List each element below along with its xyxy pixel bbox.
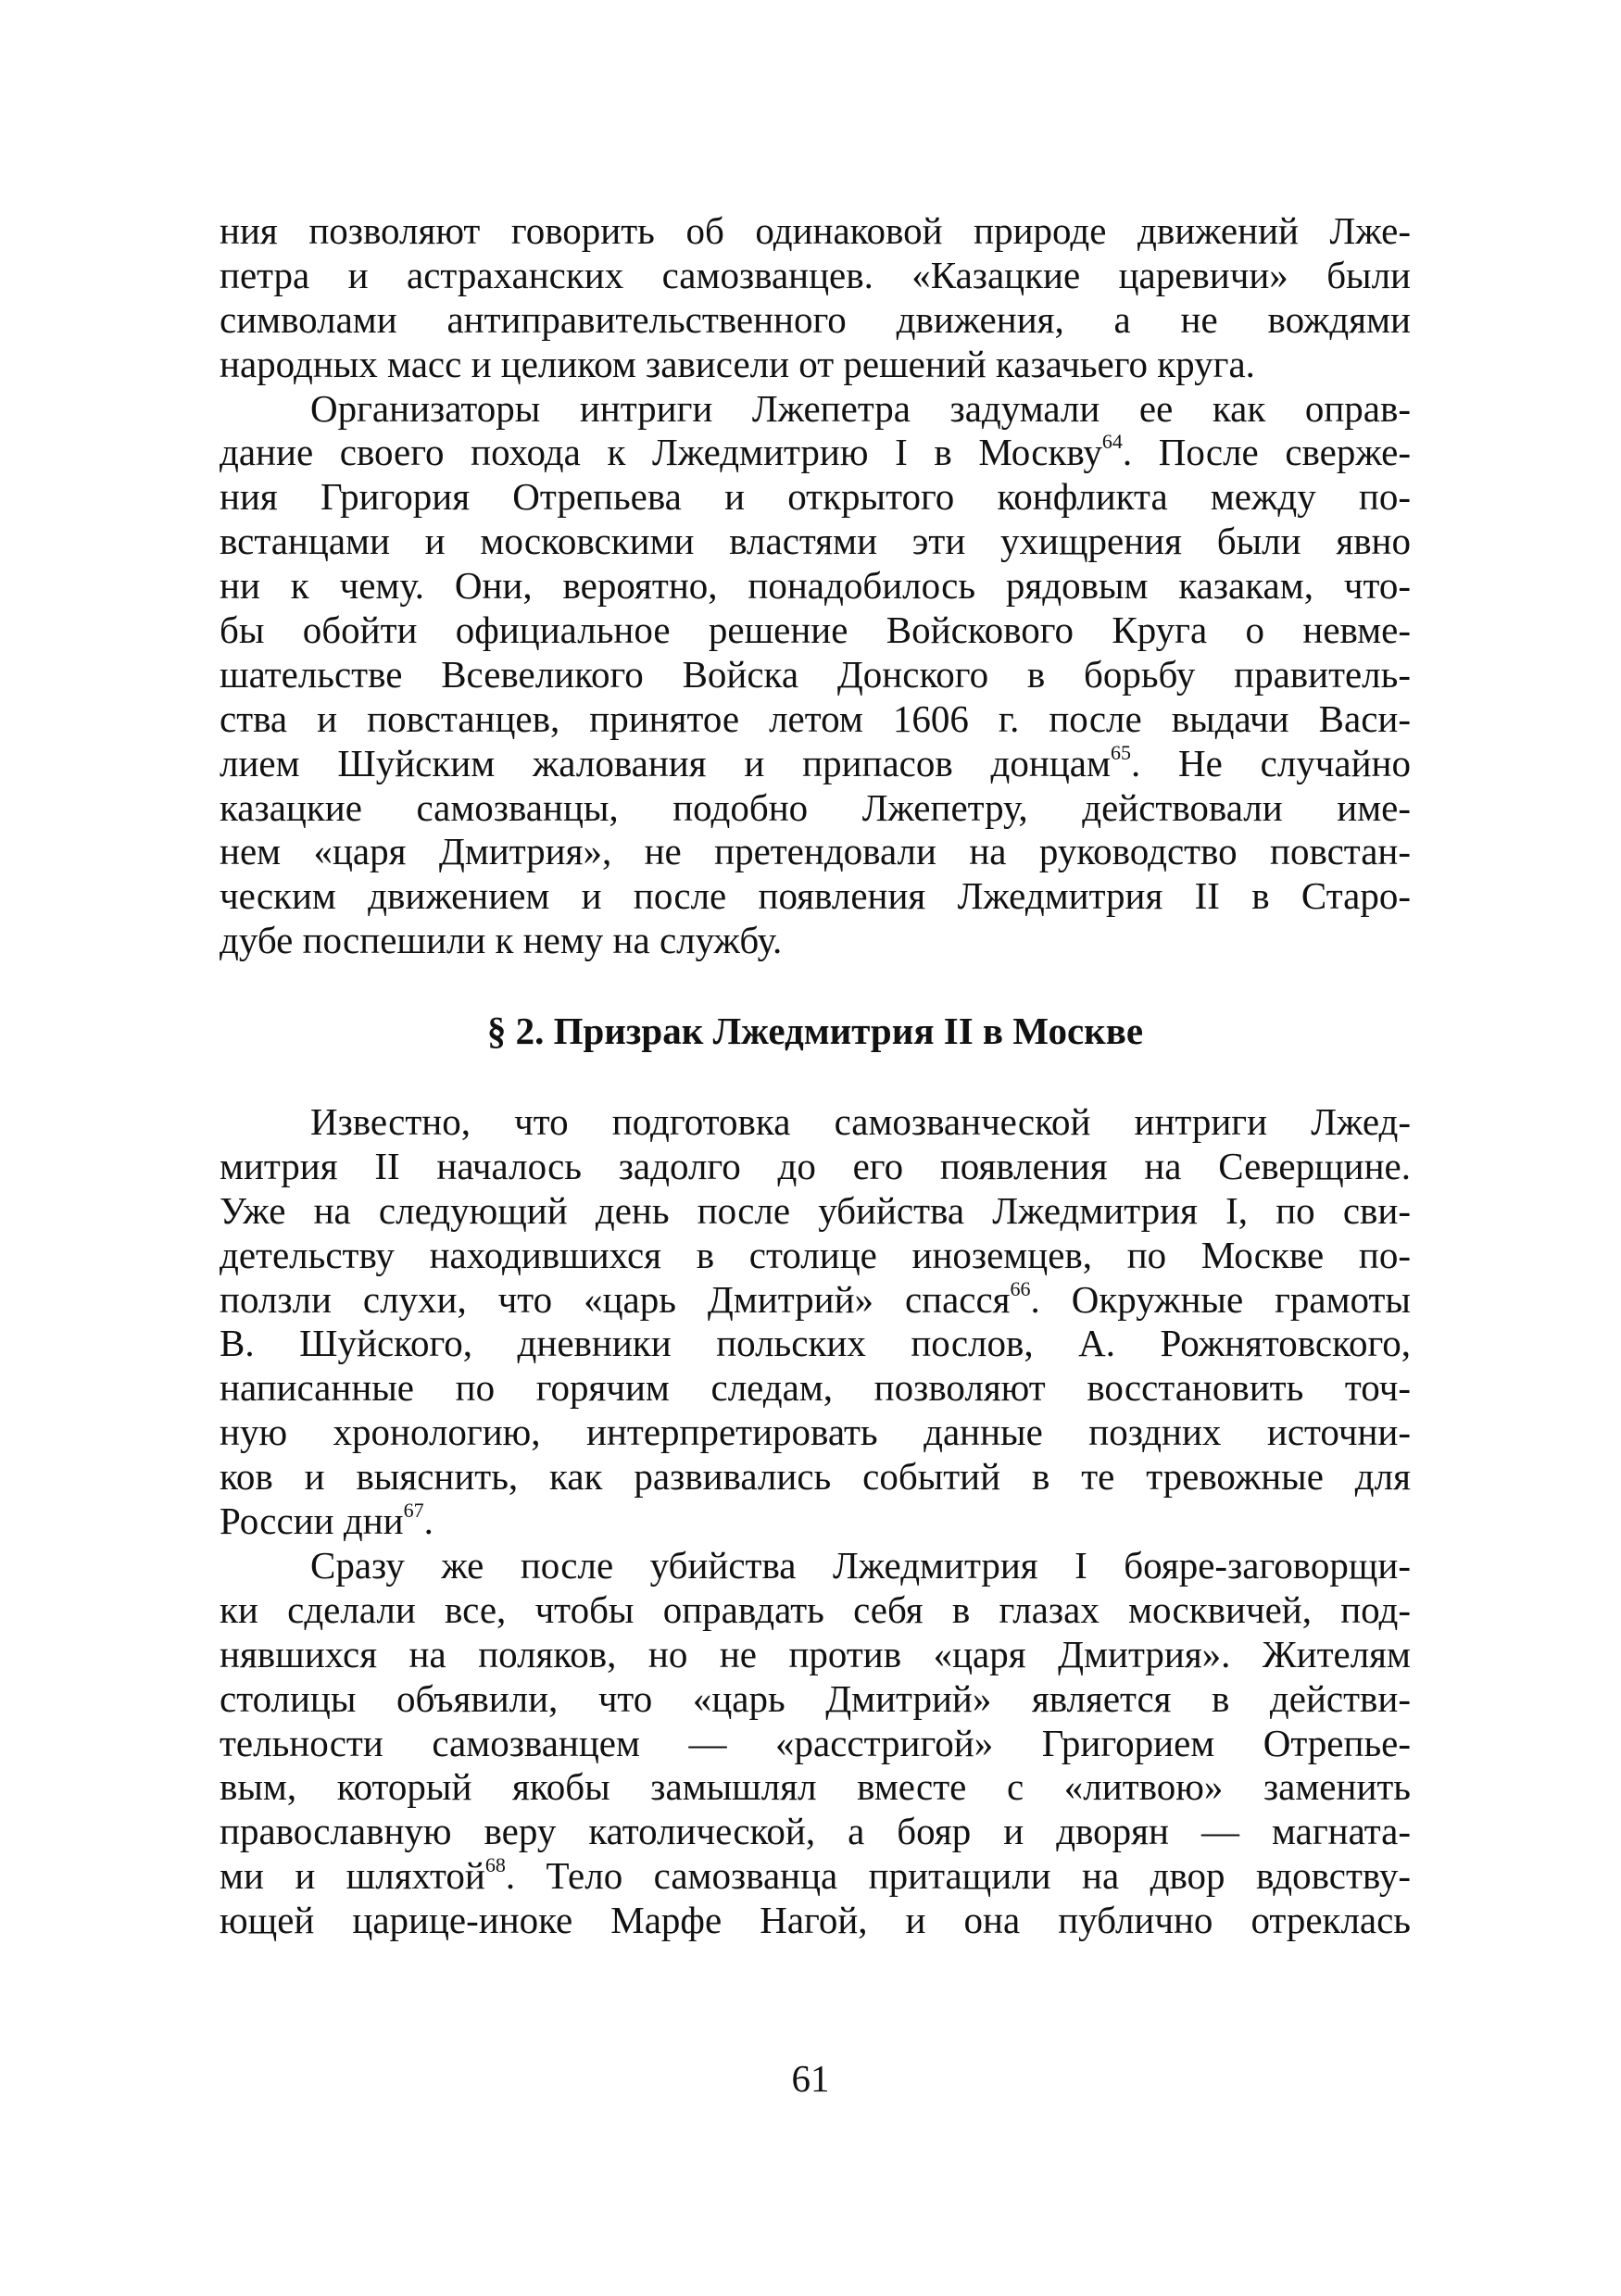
page-number: 61 xyxy=(791,2057,830,2100)
text-line: лием Шуйским жалования и припасов донцам$^{65}$. Не случайно xyxy=(220,740,1412,784)
text-line: символами антиправительственного движения, а не вождями xyxy=(220,297,1411,341)
text-line: ков и выяснить, как развивались событий в те тревожные для xyxy=(220,1455,1411,1499)
text-line: вым, который якобы замышлял вместе с «литвою» заменить xyxy=(220,1765,1411,1809)
footnote-ref: 65 xyxy=(1110,740,1131,764)
text-line: ния позволяют говорить об одинаковой природе движений Лже- xyxy=(220,209,1411,252)
footnote-ref: 64 xyxy=(1101,430,1123,454)
text-line: дубе поспешили к нему на службу. xyxy=(220,919,783,962)
text-line: тельности самозванцем — «расстригой» Григорием Отрепье- xyxy=(220,1721,1411,1764)
footnote-ref: 66 xyxy=(1010,1276,1031,1300)
text-line: ния Григория Отрепьева и открытого конфликта между по- xyxy=(220,475,1411,519)
text-line: написанные по горячим следам, позволяют восстановить точ- xyxy=(220,1366,1411,1410)
text-line: Уже на следующий день после убийства Лжедмитрия I, по сви- xyxy=(220,1188,1411,1232)
text-line: Известно, что подготовка самозванческой интриги Лжед- xyxy=(310,1100,1411,1144)
text-line: митрия II началось задолго до его появления на Северщине. xyxy=(220,1144,1411,1187)
paragraphs-after-heading xyxy=(220,1100,1411,1943)
text-line: Организаторы интриги Лжепетра задумали ее как оправ- xyxy=(310,386,1411,430)
text-line: России дни$^{67}$. xyxy=(220,1499,434,1543)
text-block xyxy=(220,209,1411,1943)
text-line: нем «царя Дмитрия», не претендовали на руководство повстан- xyxy=(220,830,1411,873)
text-line: ства и повстанцев, принятое летом 1606 г. после выдачи Васи- xyxy=(220,696,1411,740)
text-line: встанцами и московскими властями эти ухищрения были явно xyxy=(220,520,1411,563)
text-line: ни к чему. Они, вероятно, понадобилось рядовым казакам, что- xyxy=(220,564,1411,608)
text-line: столицы объявили, что «царь Дмитрий» является в действи- xyxy=(220,1676,1411,1720)
text-line: ную хронологию, интерпретировать данные поздних источни- xyxy=(220,1411,1411,1454)
text-line: ми и шляхтой$^{68}$. Тело самозванца притащили на двор вдовству- xyxy=(220,1853,1411,1898)
text-line: шательстве Всевеликого Войска Донского в борьбу правитель- xyxy=(220,652,1411,696)
text-line: нявшихся на поляков, но не против «царя Дмитрия». Жителям xyxy=(220,1632,1411,1675)
paragraph xyxy=(220,209,1411,387)
paragraphs-before-heading xyxy=(220,209,1411,963)
paragraph xyxy=(220,387,1411,964)
text-line: ползли слухи, что «царь Дмитрий» спасся$^{66}$. Окружные грамоты xyxy=(220,1276,1411,1321)
text-line: ющей царице-иноке Марфе Нагой, и она публично отреклась xyxy=(220,1899,1411,1942)
text-line: ческим движением и после появления Лжедмитрия II в Старо- xyxy=(220,874,1411,918)
section-heading: § 2. Призрак Лжедмитрия II в Москве xyxy=(486,1010,1144,1053)
text-line: народных масс и целиком зависели от решений казачьего круга. xyxy=(220,342,1255,385)
paragraph xyxy=(220,1100,1411,1544)
text-line: петра и астраханских самозванцев. «Казацкие царевичи» были xyxy=(220,253,1411,296)
text-line: В. Шуйского, дневники польских послов, А. Рожнятовского, xyxy=(220,1322,1411,1365)
footnote-ref: 68 xyxy=(484,1853,506,1877)
text-line: Сразу же после убийства Лжедмитрия I бояре-заговорщи- xyxy=(310,1543,1411,1587)
text-line: бы обойти официальное решение Войскового Круга о невме- xyxy=(220,609,1411,652)
text-line: дание своего похода к Лжедмитрию I в Москву$^{64}$. После сверже- xyxy=(220,430,1411,474)
text-line: казацкие самозванцы, подобно Лжепетру, действовали име- xyxy=(220,785,1411,829)
text-line: детельству находившихся в столице иноземцев, по Москве по- xyxy=(220,1233,1411,1276)
paragraph xyxy=(220,1544,1411,1943)
text-line: ки сделали все, чтобы оправдать себя в глазах москвичей, под- xyxy=(220,1587,1411,1631)
text-line: православную веру католической, а бояр и дворян — магната- xyxy=(220,1810,1411,1853)
footnote-ref: 67 xyxy=(403,1499,424,1523)
